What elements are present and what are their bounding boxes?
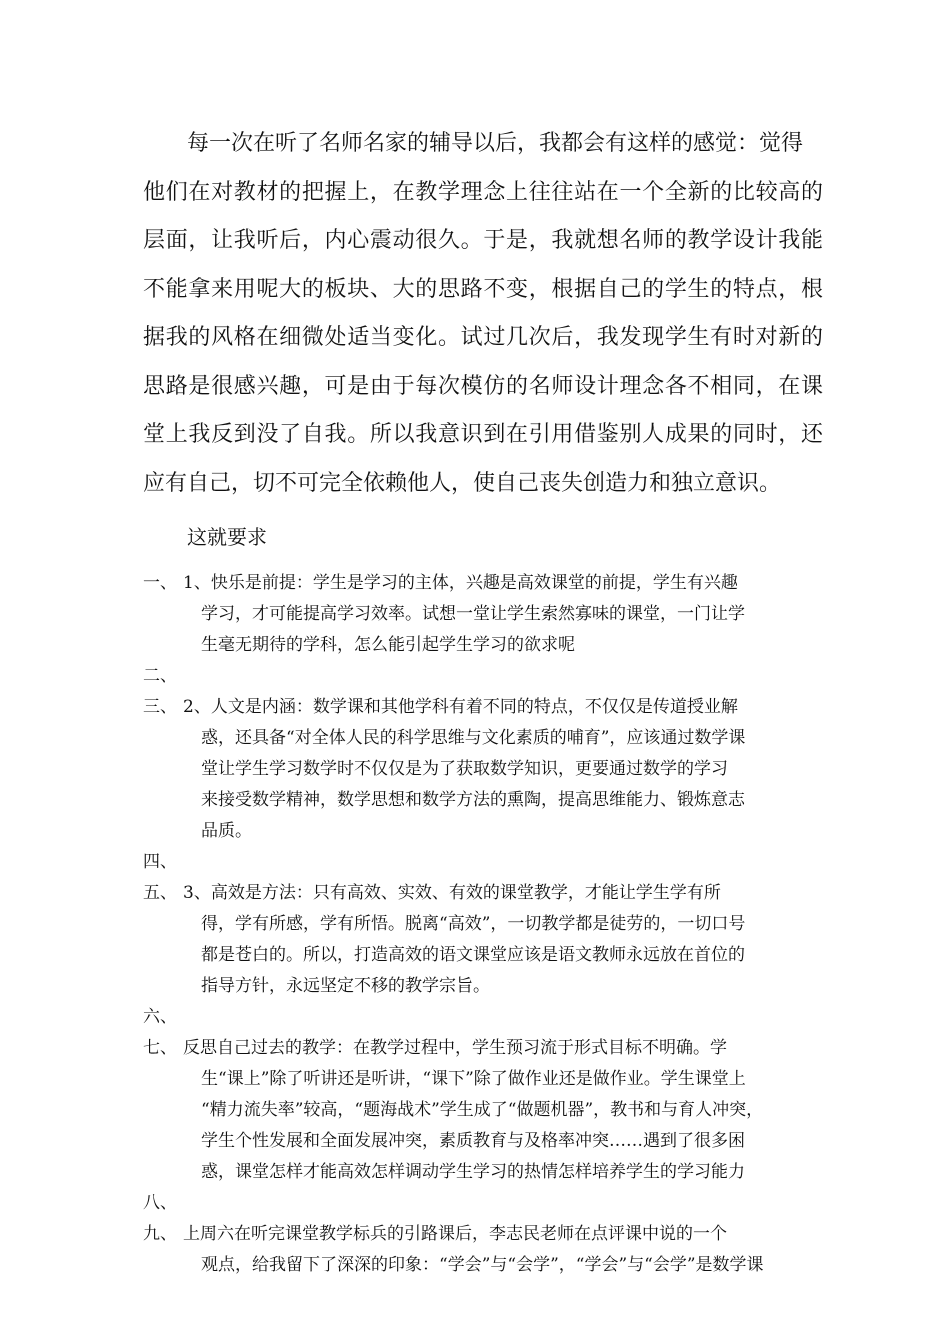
list-item — [143, 1188, 823, 1219]
list-number: 五、 — [143, 883, 177, 903]
intro-line: 堂上我反到没了自我。所以我意识到在引用借鉴别人成果的同时，还 — [143, 422, 823, 447]
list-line: 3、高效是方法：只有高效、实效、有效的课堂教学，才能让学生学有所 — [183, 883, 721, 903]
list-item — [143, 1033, 823, 1188]
list-line: 品质。 — [201, 821, 252, 841]
intro-line: 不能拿来用呢大的板块、大的思路不变，根据自己的学生的特点，根 — [143, 276, 823, 302]
requirement-heading: 这就要求 — [187, 525, 267, 549]
list-line: 得，学有所感，学有所悟。脱离“高效”，一切教学都是徒劳的，一切口号 — [201, 914, 746, 934]
list-line: 上周六在听完课堂教学标兵的引路课后，李志民老师在点评课中说的一个 — [183, 1224, 727, 1244]
list-item — [143, 661, 823, 692]
intro-line: 他们在对教材的把握上，在教学理念上往往站在一个全新的比较高的 — [143, 179, 823, 205]
intro-line: 思路是很感兴趣，可是由于每次模仿的名师设计理念各不相同，在课 — [143, 373, 823, 399]
list-line: 来接受数学精神，数学思想和数学方法的熏陶，提高思维能力、锻炼意志 — [201, 790, 745, 810]
list-number: 七、 — [143, 1038, 177, 1058]
list-line: 生毫无期待的学科，怎么能引起学生学习的欲求呢 — [201, 635, 575, 655]
list-line: 生“课上”除了听讲还是听讲，“课下”除了做作业还是做作业。学生课堂上 — [201, 1069, 746, 1089]
list-line: 都是苍白的。所以，打造高效的语文课堂应该是语文教师永远放在首位的 — [201, 945, 745, 965]
numbered-list — [143, 568, 823, 1281]
list-number: 四、 — [143, 852, 177, 872]
intro-line: 应有自己，切不可完全依赖他人，使自己丧失创造力和独立意识。 — [143, 470, 782, 496]
list-number: 六、 — [143, 1007, 177, 1027]
list-item — [143, 878, 823, 1002]
list-item — [143, 568, 823, 661]
list-line: 惑，还具备“对全体人民的科学思维与文化素质的哺育”，应该通过数学课 — [201, 728, 746, 748]
list-line: 学习，才可能提高学习效率。试想一堂让学生索然寡味的课堂，一门让学 — [201, 604, 745, 624]
list-line: 2、人文是内涵：数学课和其他学科有着不同的特点，不仅仅是传道授业解 — [183, 697, 738, 717]
list-line: 学生个性发展和全面发展冲突，素质教育与及格率冲突……遇到了很多困 — [201, 1131, 745, 1151]
list-number: 九、 — [143, 1224, 177, 1244]
intro-line: 层面，让我听后，内心震动很久。于是，我就想名师的教学设计我能 — [143, 228, 823, 253]
list-item — [143, 692, 823, 847]
list-line: 观点，给我留下了深深的印象：“学会”与“会学”，“学会”与“会学”是数学课 — [201, 1255, 764, 1275]
list-line: 1、快乐是前提：学生是学习的主体，兴趣是高效课堂的前提，学生有兴趣 — [183, 573, 738, 593]
list-line: “精力流失率”较高，“题海战术”学生成了“做题机器”，教书和与育人冲突， — [201, 1100, 764, 1120]
list-item — [143, 1002, 823, 1033]
list-number: 一、 — [143, 573, 177, 593]
list-line: 惑，课堂怎样才能高效怎样调动学生学习的热情怎样培养学生的学习能力 — [201, 1162, 745, 1182]
intro-line: 每一次在听了名师名家的辅导以后，我都会有这样的感觉：觉得 — [187, 131, 804, 156]
list-item — [143, 1219, 823, 1281]
list-line: 堂让学生学习数学时不仅仅是为了获取数学知识，更要通过数学的学习 — [201, 759, 728, 779]
list-number: 三、 — [143, 697, 177, 717]
list-line: 指导方针，永远坚定不移的教学宗旨。 — [201, 976, 490, 996]
list-number: 八、 — [143, 1193, 177, 1213]
list-item — [143, 847, 823, 878]
intro-line: 据我的风格在细微处适当变化。试过几次后，我发现学生有时对新的 — [143, 325, 823, 350]
intro-paragraph — [143, 120, 823, 508]
list-line: 反思自己过去的教学：在教学过程中，学生预习流于形式目标不明确。学 — [183, 1038, 727, 1058]
list-number: 二、 — [143, 666, 177, 686]
